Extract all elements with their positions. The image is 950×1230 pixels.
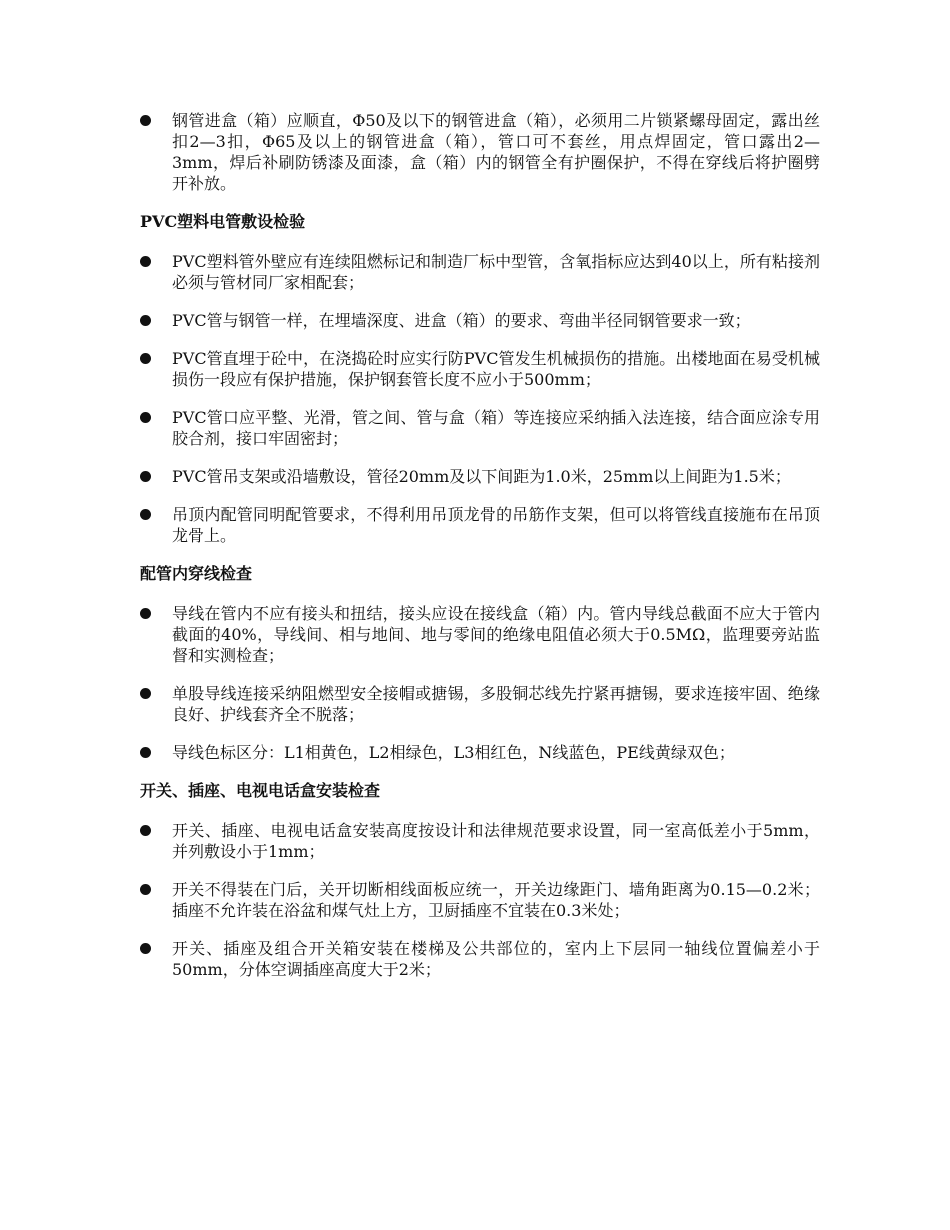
bullet-icon bbox=[140, 353, 151, 364]
list-item bbox=[140, 504, 820, 546]
item-text: 导线在管内不应有接头和扭结，接头应设在接线盒（箱）内。管内导线总截面不应大于管内截面的40%，导线间、相与地间、地与零间的绝缘电阻值必须大于0.5MΩ，监理要旁站监督和实测检查； bbox=[172, 604, 820, 665]
section-heading: PVC塑料电管敷设检验 bbox=[140, 212, 306, 231]
item-text: 开关、插座、电视电话盒安装高度按设计和法律规范要求设置，同一室高低差小于5mm，并列敷设小于1mm； bbox=[172, 821, 820, 861]
bullet-icon bbox=[140, 115, 151, 126]
section-heading: 开关、插座、电视电话盒安装检查 bbox=[140, 781, 381, 800]
bullet-icon bbox=[140, 471, 151, 482]
item-text: PVC塑料管外壁应有连续阻燃标记和制造厂标中型管，含氧指标应达到40以上，所有粘接剂必须与管材同厂家相配套； bbox=[172, 252, 820, 292]
item-text: 开关、插座及组合开关箱安装在楼梯及公共部位的，室内上下层同一轴线位置偏差小于50mm，分体空调插座高度大于2米； bbox=[172, 939, 820, 979]
bullet-icon bbox=[140, 315, 151, 326]
bullet-icon bbox=[140, 608, 151, 619]
item-text: 单股导线连接采纳阻燃型安全接帽或搪锡，多股铜芯线先拧紧再搪锡，要求连接牢固、绝缘良好、护线套齐全不脱落； bbox=[172, 684, 820, 724]
section-switch-socket-inspection bbox=[140, 780, 820, 980]
list-item bbox=[140, 110, 820, 194]
list-item bbox=[140, 683, 820, 725]
list-item bbox=[140, 603, 820, 666]
list-item bbox=[140, 938, 820, 980]
list-item bbox=[140, 742, 820, 763]
bullet-icon bbox=[140, 688, 151, 699]
item-text: 导线色标区分：L1相黄色，L2相绿色，L3相红色，N线蓝色，PE线黄绿双色； bbox=[172, 743, 735, 762]
item-text: PVC管口应平整、光滑，管之间、管与盒（箱）等连接应采纳插入法连接，结合面应涂专用胶合剂，接口牢固密封； bbox=[172, 408, 820, 448]
list-item bbox=[140, 466, 820, 487]
item-text: 钢管进盒（箱）应顺直，Φ50及以下的钢管进盒（箱），必须用二片锁紧螺母固定，露出丝扣2—3扣，Φ65及以上的钢管进盒（箱），管口可不套丝，用点焊固定，管口露出2—3mm，焊后补刷防锈漆及面漆，盒（箱）内的钢管全有护圈保护，不得在穿线后将护圈劈开补放。 bbox=[172, 111, 820, 193]
list-item bbox=[140, 348, 820, 390]
section-heading: 配管内穿线检查 bbox=[140, 564, 253, 583]
bullet-icon bbox=[140, 825, 151, 836]
bullet-icon bbox=[140, 943, 151, 954]
item-text: 开关不得装在门后，关开切断相线面板应统一，开关边缘距门、墙角距离为0.15—0.2米；插座不允许装在浴盆和煤气灶上方，卫厨插座不宜装在0.3米处； bbox=[172, 880, 820, 920]
item-text: PVC管吊支架或沿墙敷设，管径20mm及以下间距为1.0米，25mm以上间距为1.5米； bbox=[172, 467, 791, 486]
section-steel-conduit bbox=[140, 110, 820, 194]
item-text: PVC管直埋于砼中，在浇捣砼时应实行防PVC管发生机械损伤的措施。出楼地面在易受机械损伤一段应有保护措施，保护钢套管长度不应小于500mm； bbox=[172, 349, 820, 389]
bullet-icon bbox=[140, 256, 151, 267]
item-text: 吊顶内配管同明配管要求，不得利用吊顶龙骨的吊筋作支架，但可以将管线直接施布在吊顶龙骨上。 bbox=[172, 505, 820, 545]
section-pvc-conduit bbox=[140, 211, 820, 546]
section-wiring-inspection bbox=[140, 563, 820, 763]
bullet-icon bbox=[140, 747, 151, 758]
item-text: PVC管与钢管一样，在埋墙深度、进盒（箱）的要求、弯曲半径同钢管要求一致； bbox=[172, 311, 751, 330]
list-item bbox=[140, 251, 820, 293]
document-body bbox=[140, 110, 820, 997]
list-item bbox=[140, 820, 820, 862]
list-item bbox=[140, 879, 820, 921]
list-item bbox=[140, 407, 820, 449]
bullet-icon bbox=[140, 884, 151, 895]
bullet-icon bbox=[140, 509, 151, 520]
bullet-icon bbox=[140, 412, 151, 423]
list-item bbox=[140, 310, 820, 331]
